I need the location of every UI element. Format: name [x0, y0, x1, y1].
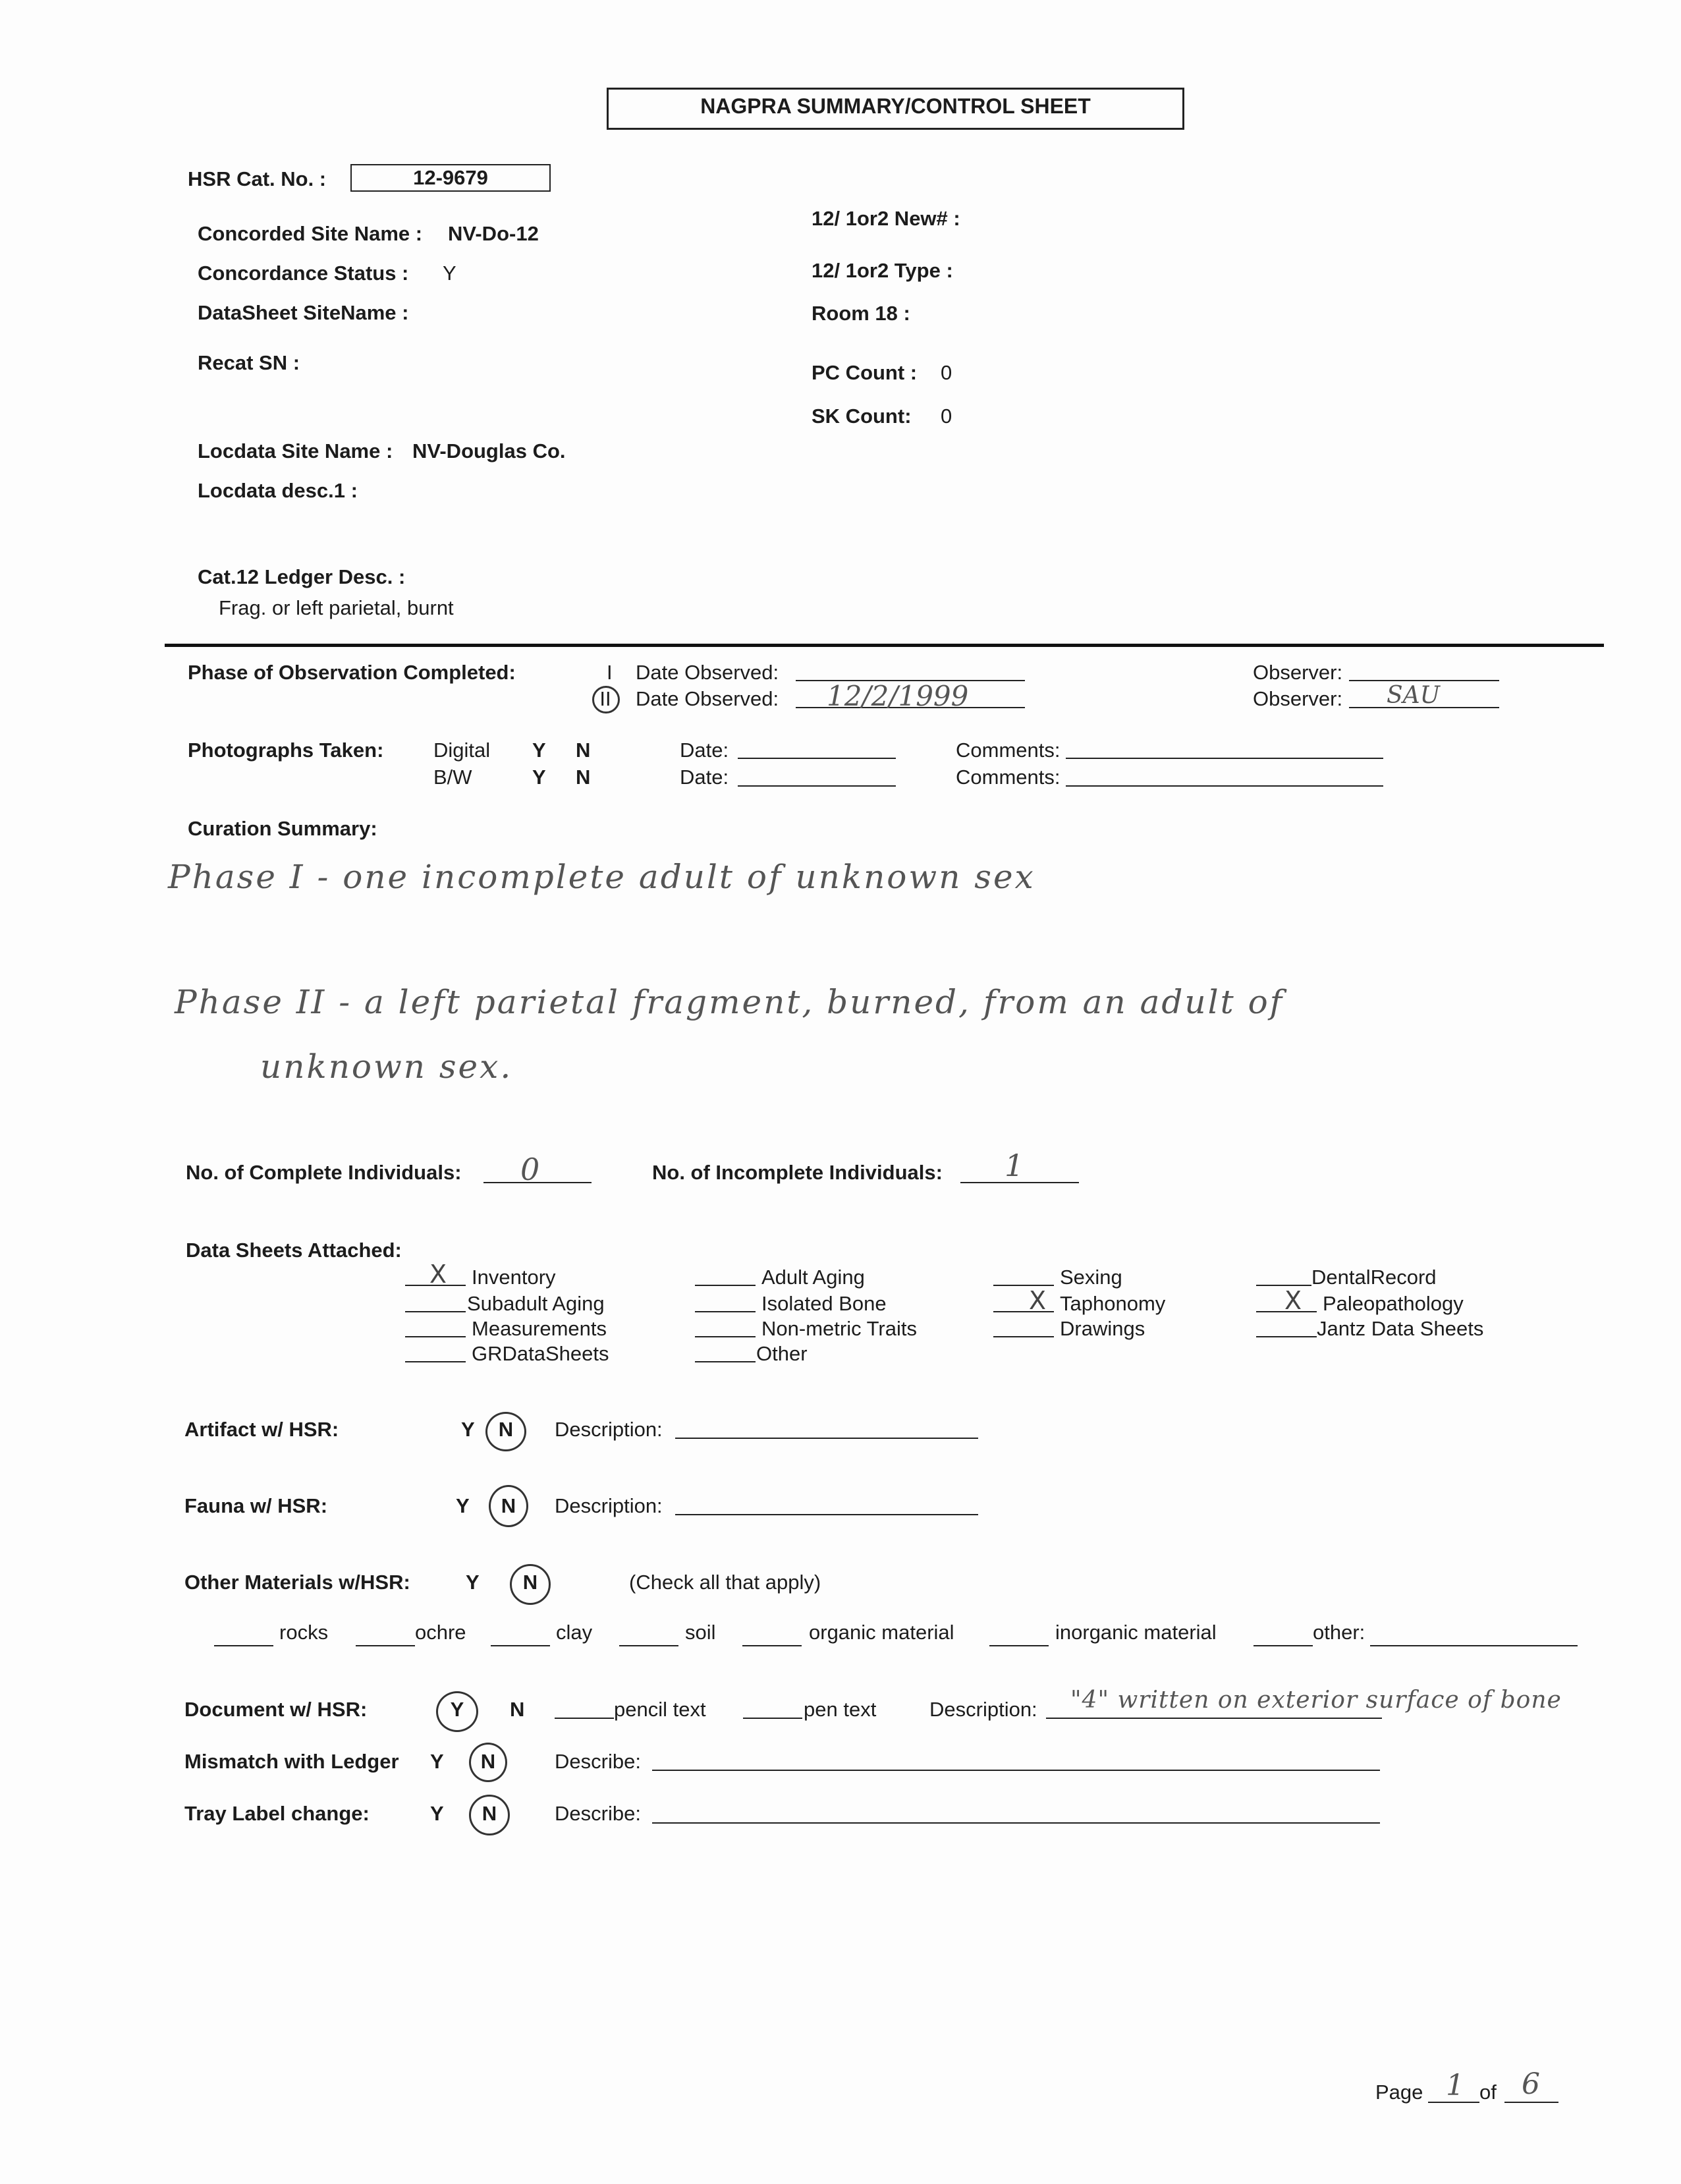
- curation-label: Curation Summary:: [188, 817, 377, 840]
- concordance-value: Y: [443, 262, 456, 285]
- pc-count-value: 0: [941, 361, 952, 384]
- ds-sexing-label: Sexing: [1060, 1266, 1122, 1289]
- ds-jantz-label: Jantz Data Sheets: [1317, 1317, 1484, 1340]
- artifact-desc-line[interactable]: [675, 1438, 978, 1439]
- locdata-desc-label: Locdata desc.1 :: [198, 479, 358, 502]
- om-organic-label: organic material: [809, 1621, 954, 1644]
- room-label: Room 18 :: [812, 302, 910, 325]
- ds-dental-label: DentalRecord: [1311, 1266, 1437, 1289]
- ds-nonmetric-label: Non-metric Traits: [761, 1317, 917, 1340]
- mismatch-describe-label: Describe:: [555, 1750, 641, 1773]
- phase-label: Phase of Observation Completed:: [188, 661, 516, 684]
- om-line-clay[interactable]: [491, 1645, 550, 1646]
- datasheet-sitename-label: DataSheet SiteName :: [198, 301, 409, 324]
- artifact-label: Artifact w/ HSR:: [184, 1418, 339, 1441]
- phase-row1-num: I: [607, 661, 613, 684]
- other-materials-label: Other Materials w/HSR:: [184, 1571, 410, 1594]
- phase-row2-num: II: [599, 687, 611, 710]
- artifact-desc-label: Description:: [555, 1418, 663, 1441]
- page-label: Page: [1375, 2081, 1423, 2104]
- fauna-desc-line[interactable]: [675, 1514, 978, 1515]
- curation-line-1: Phase I - one incomplete adult of unknown sex: [168, 858, 1035, 896]
- complete-individuals-value: 0: [520, 1152, 540, 1187]
- om-line-organic[interactable]: [742, 1645, 802, 1646]
- om-inorganic-label: inorganic material: [1055, 1621, 1217, 1644]
- date-observed-1-label: Date Observed:: [636, 661, 779, 684]
- ds-subadult-label: Subadult Aging: [467, 1292, 605, 1315]
- om-line-soil[interactable]: [619, 1645, 678, 1646]
- recat-label: Recat SN :: [198, 351, 300, 374]
- page-current-value: 1: [1446, 2069, 1464, 2102]
- document-desc-value: "4" written on exterior surface of bone: [1070, 1687, 1562, 1714]
- ds-line-dental[interactable]: [1256, 1285, 1311, 1286]
- tray-n[interactable]: N: [482, 1802, 497, 1825]
- om-other-label: other:: [1313, 1621, 1365, 1644]
- datasheets-label: Data Sheets Attached:: [186, 1239, 402, 1262]
- ds-line-measurements[interactable]: [405, 1336, 466, 1337]
- om-ochre-label: ochre: [415, 1621, 466, 1644]
- ds-line-nonmetric[interactable]: [695, 1336, 756, 1337]
- document-desc-label: Description:: [929, 1698, 1037, 1721]
- photo-comments-1-label: Comments:: [956, 739, 1061, 762]
- artifact-n[interactable]: N: [498, 1418, 514, 1441]
- type-label: 12/ 1or2 Type :: [812, 259, 953, 282]
- observer-1-label: Observer:: [1253, 661, 1343, 684]
- photographs-label: Photographs Taken:: [188, 739, 384, 762]
- section-divider: [165, 644, 1604, 647]
- other-materials-y[interactable]: Y: [466, 1571, 480, 1594]
- ds-line-isolated-bone[interactable]: [695, 1311, 756, 1312]
- photo-date-2-line[interactable]: [738, 785, 896, 787]
- photo-date-1-line[interactable]: [738, 758, 896, 759]
- page-total-value: 6: [1522, 2067, 1540, 2101]
- pc-count-label: PC Count :: [812, 361, 918, 384]
- concorded-site-value: NV-Do-12: [448, 222, 539, 245]
- sk-count-label: SK Count:: [812, 405, 912, 428]
- ds-isolated-bone-label: Isolated Bone: [761, 1292, 887, 1315]
- ds-line-drawings[interactable]: [993, 1336, 1054, 1337]
- ds-paleopathology-label: Paleopathology: [1323, 1292, 1464, 1315]
- om-line-ochre[interactable]: [356, 1645, 415, 1646]
- ds-mark-taphonomy: X: [1029, 1286, 1047, 1315]
- new-number-label: 12/ 1or2 New# :: [812, 207, 960, 230]
- om-line-inorganic[interactable]: [989, 1645, 1049, 1646]
- page-of-label: of: [1479, 2081, 1497, 2104]
- photo-bw-n[interactable]: N: [576, 766, 591, 789]
- artifact-y[interactable]: Y: [461, 1418, 475, 1441]
- photo-bw-y[interactable]: Y: [532, 766, 546, 789]
- tray-describe-label: Describe:: [555, 1802, 641, 1825]
- document-y[interactable]: Y: [450, 1698, 464, 1721]
- ds-line-jantz[interactable]: [1256, 1336, 1317, 1337]
- fauna-desc-label: Description:: [555, 1494, 663, 1517]
- cat12-ledger-value: Frag. or left parietal, burnt: [219, 596, 454, 619]
- mismatch-n[interactable]: N: [480, 1750, 496, 1773]
- observer-1-line[interactable]: [1349, 680, 1499, 681]
- incomplete-individuals-value: 1: [1005, 1148, 1024, 1183]
- ds-grdatasheets-label: GRDataSheets: [472, 1342, 609, 1365]
- mismatch-describe-line[interactable]: [652, 1770, 1380, 1771]
- document-pencil-line[interactable]: [555, 1718, 614, 1719]
- page-total-line[interactable]: [1504, 2102, 1558, 2103]
- om-other-line[interactable]: [1370, 1645, 1578, 1646]
- document-label: Document w/ HSR:: [184, 1698, 368, 1721]
- other-materials-n[interactable]: N: [522, 1571, 538, 1594]
- mismatch-label: Mismatch with Ledger: [184, 1750, 399, 1773]
- date-observed-2-label: Date Observed:: [636, 687, 779, 710]
- cat12-ledger-label: Cat.12 Ledger Desc. :: [198, 565, 406, 588]
- hsr-cat-label: HSR Cat. No. :: [188, 167, 327, 190]
- ds-adult-aging-label: Adult Aging: [761, 1266, 865, 1289]
- date-observed-2-value: 12/2/1999: [827, 680, 969, 712]
- photo-digital-y[interactable]: Y: [532, 739, 546, 762]
- document-n[interactable]: N: [510, 1698, 525, 1721]
- om-soil-label: soil: [685, 1621, 716, 1644]
- ds-line-grdatasheets[interactable]: [405, 1361, 466, 1362]
- concorded-site-label: Concorded Site Name :: [198, 222, 423, 245]
- curation-line-3: unknown sex.: [260, 1048, 513, 1086]
- photo-comments-2-label: Comments:: [956, 766, 1061, 789]
- hsr-cat-value: 12-9679: [413, 166, 488, 189]
- concordance-label: Concordance Status :: [198, 262, 409, 285]
- document-pencil-label: pencil text: [614, 1698, 706, 1721]
- ds-mark-paleopathology: X: [1284, 1286, 1302, 1315]
- ds-line-adult-aging[interactable]: [695, 1285, 756, 1286]
- tray-describe-line[interactable]: [652, 1822, 1380, 1824]
- ds-drawings-label: Drawings: [1060, 1317, 1145, 1340]
- complete-individuals-label: No. of Complete Individuals:: [186, 1161, 462, 1184]
- photo-bw-label: B/W: [433, 766, 472, 789]
- ds-line-subadult[interactable]: [405, 1311, 466, 1312]
- fauna-y[interactable]: Y: [456, 1494, 470, 1517]
- document-pen-label: pen text: [804, 1698, 877, 1721]
- tray-y[interactable]: Y: [430, 1802, 444, 1825]
- locdata-site-value: NV-Douglas Co.: [412, 439, 566, 462]
- photo-date-1-label: Date:: [680, 739, 729, 762]
- mismatch-y[interactable]: Y: [430, 1750, 444, 1773]
- tray-label: Tray Label change:: [184, 1802, 370, 1825]
- fauna-label: Fauna w/ HSR:: [184, 1494, 328, 1517]
- document-pen-line[interactable]: [743, 1718, 802, 1719]
- ds-mark-inventory: X: [429, 1260, 447, 1289]
- sk-count-value: 0: [941, 405, 952, 428]
- photo-comments-2-line[interactable]: [1066, 785, 1383, 787]
- ds-taphonomy-label: Taphonomy: [1060, 1292, 1166, 1315]
- photo-digital-n[interactable]: N: [576, 739, 591, 762]
- incomplete-individuals-label: No. of Incomplete Individuals:: [652, 1161, 943, 1184]
- ds-line-other[interactable]: [695, 1361, 756, 1362]
- om-line-other[interactable]: [1254, 1645, 1313, 1646]
- om-line-rocks[interactable]: [214, 1645, 273, 1646]
- photo-comments-1-line[interactable]: [1066, 758, 1383, 759]
- page-title: NAGPRA SUMMARY/CONTROL SHEET: [700, 94, 1091, 118]
- document-desc-line[interactable]: [1046, 1718, 1382, 1719]
- locdata-site-label: Locdata Site Name :: [198, 439, 393, 462]
- observer-2-value: SAU: [1387, 682, 1440, 709]
- ds-inventory-label: Inventory: [472, 1266, 556, 1289]
- photo-date-2-label: Date:: [680, 766, 729, 789]
- fauna-n[interactable]: N: [501, 1494, 516, 1517]
- photo-digital-label: Digital: [433, 739, 491, 762]
- om-clay-label: clay: [556, 1621, 593, 1644]
- other-materials-note: (Check all that apply): [629, 1571, 821, 1594]
- ds-other-label: Other: [756, 1342, 808, 1365]
- observer-2-label: Observer:: [1253, 687, 1343, 710]
- om-rocks-label: rocks: [279, 1621, 329, 1644]
- ds-measurements-label: Measurements: [472, 1317, 607, 1340]
- curation-line-2: Phase II - a left parietal fragment, burned, from an adult of: [175, 983, 1284, 1021]
